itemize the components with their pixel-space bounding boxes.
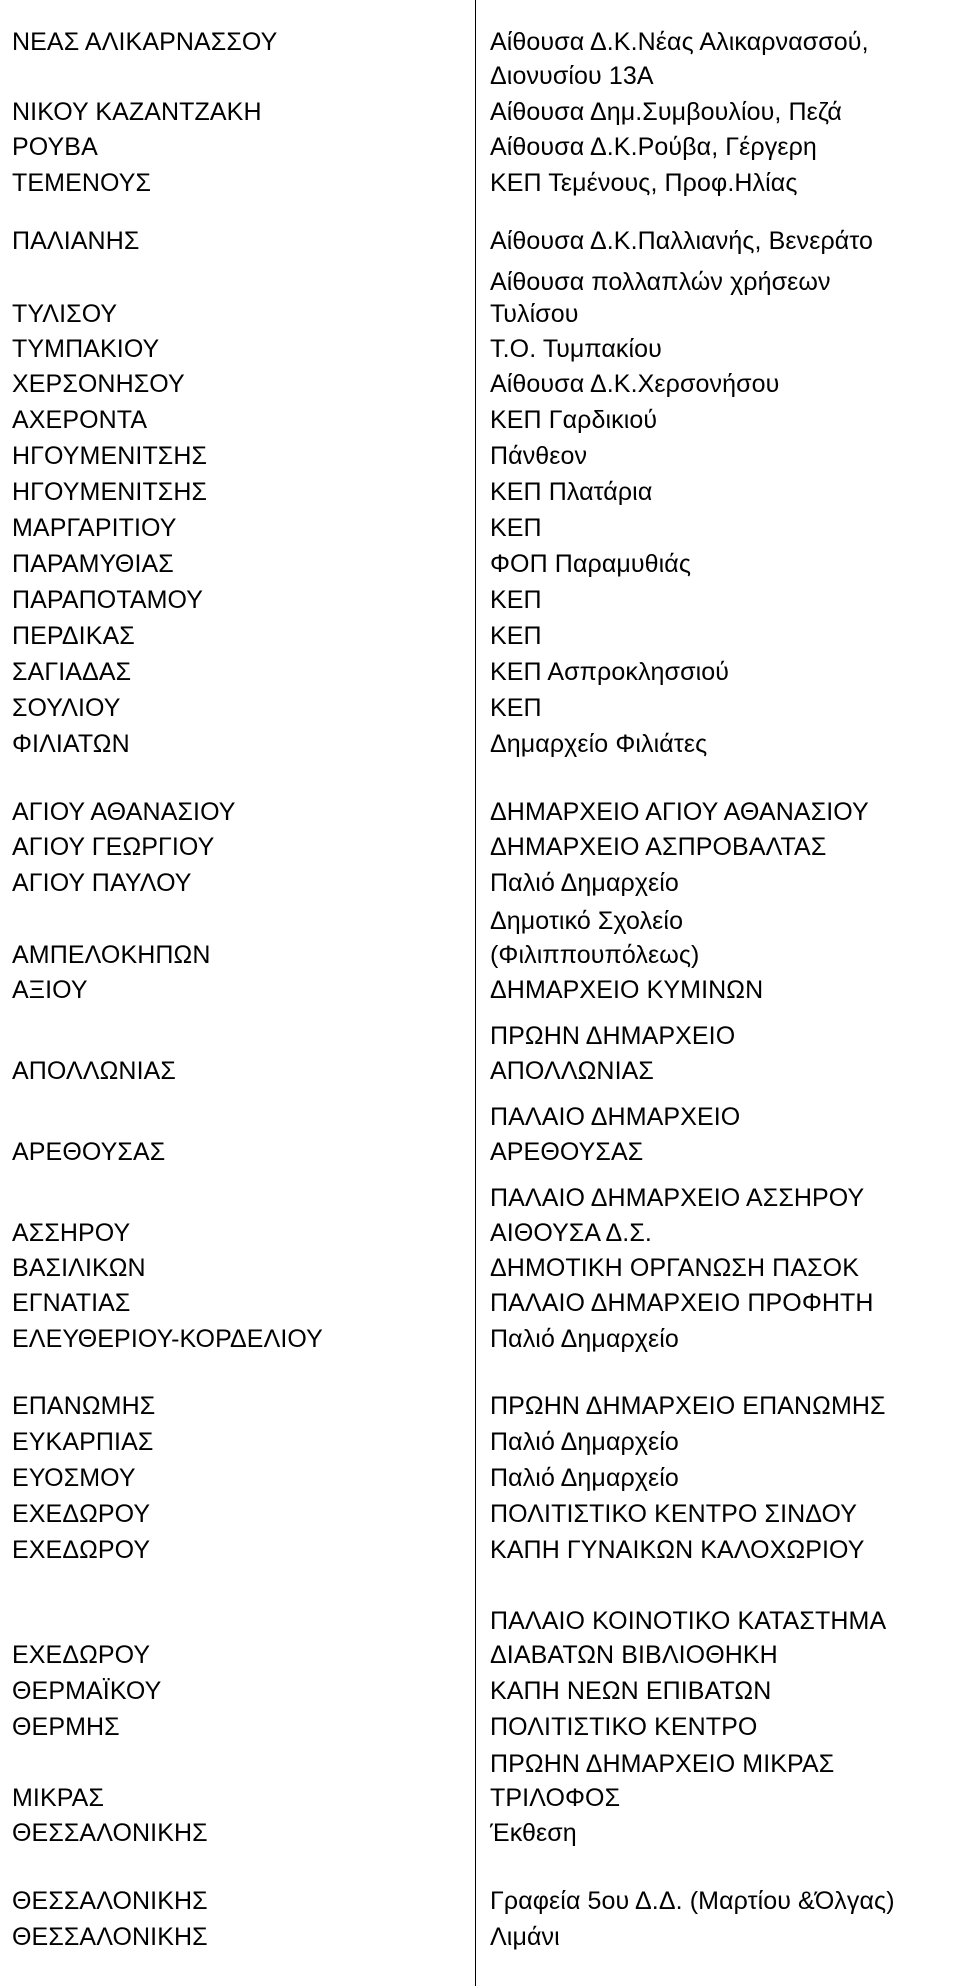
municipality-cell: ΕΥΟΣΜΟΥ: [12, 1464, 136, 1492]
municipality-cell: ΑΡΕΘΟΥΣΑΣ: [12, 1138, 166, 1166]
municipality-cell: ΑΓΙΟΥ ΠΑΥΛΟΥ: [12, 869, 192, 897]
venue-cell: ΔΗΜΑΡΧΕΙΟ ΑΣΠΡΟΒΑΛΤΑΣ: [490, 833, 827, 861]
venue-cell: Αίθουσα Δ.Κ.Νέας Αλικαρνασσού,: [490, 28, 869, 56]
venue-cell: Παλιό Δημαρχείο: [490, 869, 679, 897]
venue-cell: ΠΑΛΑΙΟ ΚΟΙΝΟΤΙΚΟ ΚΑΤΑΣΤΗΜΑ: [490, 1607, 887, 1635]
municipality-cell: ΕΓΝΑΤΙΑΣ: [12, 1289, 131, 1317]
venue-cell: ΚΑΠΗ ΓΥΝΑΙΚΩΝ ΚΑΛΟΧΩΡΙΟΥ: [490, 1536, 865, 1564]
venue-cell: ΑΡΕΘΟΥΣΑΣ: [490, 1138, 644, 1166]
venue-cell: ΤΡΙΛΟΦΟΣ: [490, 1784, 621, 1812]
venue-cell: Τ.Ο. Τυμπακίου: [490, 335, 662, 363]
venue-cell: Γραφεία 5ου Δ.Δ. (Μαρτίου &Όλγας): [490, 1887, 895, 1915]
venue-cell: ΚΕΠ: [490, 622, 542, 650]
venue-cell: ΠΑΛΑΙΟ ΔΗΜΑΡΧΕΙΟ ΠΡΟΦΗΤΗ: [490, 1289, 874, 1317]
venue-cell: ΔΙΑΒΑΤΩΝ ΒΙΒΛΙΟΘΗΚΗ: [490, 1641, 778, 1669]
venue-cell: Πάνθεον: [490, 442, 588, 470]
municipality-cell: ΘΕΣΣΑΛΟΝΙΚΗΣ: [12, 1819, 208, 1847]
venue-cell: ΠΡΩΗΝ ΔΗΜΑΡΧΕΙΟ ΜΙΚΡΑΣ: [490, 1750, 835, 1778]
venue-cell: Έκθεση: [490, 1819, 577, 1847]
municipality-cell: ΝΕΑΣ ΑΛΙΚΑΡΝΑΣΣΟΥ: [12, 28, 278, 56]
municipality-cell: ΕΧΕΔΩΡΟΥ: [12, 1500, 151, 1528]
venue-cell: Δημαρχείο Φιλιάτες: [490, 730, 708, 758]
venue-cell: ΑΠΟΛΛΩΝΙΑΣ: [490, 1057, 654, 1085]
venue-cell: ΔΗΜΟΤΙΚΗ ΟΡΓΑΝΩΣΗ ΠΑΣΟΚ: [490, 1254, 859, 1282]
venue-cell: ΠΟΛΙΤΙΣΤΙΚΟ ΚΕΝΤΡΟ: [490, 1713, 758, 1741]
municipality-cell: ΘΕΡΜΗΣ: [12, 1713, 120, 1741]
municipality-cell: ΑΞΙΟΥ: [12, 976, 88, 1004]
municipality-cell: ΠΑΡΑΠΟΤΑΜΟΥ: [12, 586, 204, 614]
municipality-cell: ΜΑΡΓΑΡΙΤΙΟΥ: [12, 514, 177, 542]
municipality-cell: ΧΕΡΣΟΝΗΣΟΥ: [12, 370, 185, 398]
municipality-cell: ΒΑΣΙΛΙΚΩΝ: [12, 1254, 146, 1282]
venue-cell: ΚΕΠ Γαρδικιού: [490, 406, 658, 434]
venue-cell: Λιμάνι: [490, 1923, 560, 1951]
municipality-cell: ΜΙΚΡΑΣ: [12, 1784, 104, 1812]
venue-cell: ΑΙΘΟΥΣΑ Δ.Σ.: [490, 1219, 652, 1247]
municipality-cell: ΠΕΡΔΙΚΑΣ: [12, 622, 135, 650]
venue-cell: ΚΑΠΗ ΝΕΩΝ ΕΠΙΒΑΤΩΝ: [490, 1677, 772, 1705]
municipality-cell: ΑΓΙΟΥ ΑΘΑΝΑΣΙΟΥ: [12, 798, 236, 826]
municipality-cell: ΕΠΑΝΩΜΗΣ: [12, 1392, 156, 1420]
municipality-cell: ΡΟΥΒΑ: [12, 133, 98, 161]
venue-cell: ΠΡΩΗΝ ΔΗΜΑΡΧΕΙΟ: [490, 1022, 736, 1050]
municipality-cell: ΘΕΣΣΑΛΟΝΙΚΗΣ: [12, 1923, 208, 1951]
municipality-cell: ΗΓΟΥΜΕΝΙΤΣΗΣ: [12, 478, 208, 506]
municipality-cell: ΗΓΟΥΜΕΝΙΤΣΗΣ: [12, 442, 208, 470]
municipality-cell: ΘΕΡΜΑΪΚΟΥ: [12, 1677, 162, 1705]
municipality-cell: ΠΑΛΙΑΝΗΣ: [12, 227, 140, 255]
venue-cell: ΠΑΛΑΙΟ ΔΗΜΑΡΧΕΙΟ ΑΣΣΗΡΟΥ: [490, 1184, 865, 1212]
venue-cell: Παλιό Δημαρχείο: [490, 1464, 679, 1492]
municipality-cell: ΠΑΡΑΜΥΘΙΑΣ: [12, 550, 174, 578]
municipality-cell: ΑΓΙΟΥ ΓΕΩΡΓΙΟΥ: [12, 833, 215, 861]
municipality-cell: ΕΛΕΥΘΕΡΙΟΥ-ΚΟΡΔΕΛΙΟΥ: [12, 1325, 323, 1353]
municipality-cell: ΤΕΜΕΝΟΥΣ: [12, 169, 152, 197]
municipality-cell: ΕΧΕΔΩΡΟΥ: [12, 1536, 151, 1564]
municipality-cell: ΤΥΜΠΑΚΙΟΥ: [12, 335, 160, 363]
venue-cell: (Φιλιππουπόλεως): [490, 941, 700, 969]
municipality-cell: ΑΣΣΗΡΟΥ: [12, 1219, 131, 1247]
venue-cell: ΚΕΠ Πλατάρια: [490, 478, 653, 506]
venue-cell: ΦΟΠ Παραμυθιάς: [490, 550, 692, 578]
venue-cell: ΠΑΛΑΙΟ ΔΗΜΑΡΧΕΙΟ: [490, 1103, 741, 1131]
venue-cell: ΠΟΛΙΤΙΣΤΙΚΟ ΚΕΝΤΡΟ ΣΙΝΔΟΥ: [490, 1500, 858, 1528]
venue-cell: ΔΗΜΑΡΧΕΙΟ ΑΓΙΟΥ ΑΘΑΝΑΣΙΟΥ: [490, 798, 869, 826]
venue-cell: ΚΕΠ Ασπροκλησσιού: [490, 658, 730, 686]
venue-cell: ΠΡΩΗΝ ΔΗΜΑΡΧΕΙΟ ΕΠΑΝΩΜΗΣ: [490, 1392, 886, 1420]
municipality-cell: ΕΥΚΑΡΠΙΑΣ: [12, 1428, 154, 1456]
venue-cell: Παλιό Δημαρχείο: [490, 1428, 679, 1456]
venue-cell: Δημοτικό Σχολείο: [490, 907, 684, 935]
venue-cell: Παλιό Δημαρχείο: [490, 1325, 679, 1353]
municipality-cell: ΣΟΥΛΙΟΥ: [12, 694, 121, 722]
municipality-cell: ΘΕΣΣΑΛΟΝΙΚΗΣ: [12, 1887, 208, 1915]
municipality-cell: ΣΑΓΙΑΔΑΣ: [12, 658, 132, 686]
venue-cell: Τυλίσου: [490, 300, 579, 328]
venue-cell: ΚΕΠ: [490, 694, 542, 722]
venue-cell: Αίθουσα Δ.Κ.Παλλιανής, Βενεράτο: [490, 227, 873, 255]
venue-cell: ΚΕΠ: [490, 586, 542, 614]
venue-cell: Αίθουσα Δημ.Συμβουλίου, Πεζά: [490, 98, 842, 126]
municipality-cell: ΑΠΟΛΛΩΝΙΑΣ: [12, 1057, 176, 1085]
municipality-cell: ΝΙΚΟΥ ΚΑΖΑΝΤΖΑΚΗ: [12, 98, 262, 126]
municipality-cell: ΤΥΛΙΣΟΥ: [12, 300, 118, 328]
municipality-cell: ΕΧΕΔΩΡΟΥ: [12, 1641, 151, 1669]
venue-cell: Αίθουσα Δ.Κ.Χερσονήσου: [490, 370, 780, 398]
venue-cell: ΚΕΠ: [490, 514, 542, 542]
municipality-cell: ΑΜΠΕΛΟΚΗΠΩΝ: [12, 941, 211, 969]
venue-cell: Διονυσίου 13Α: [490, 62, 654, 90]
venue-cell: ΚΕΠ Τεμένους, Προφ.Ηλίας: [490, 169, 798, 197]
municipality-cell: ΦΙΛΙΑΤΩΝ: [12, 730, 130, 758]
venue-cell: Αίθουσα πολλαπλών χρήσεων: [490, 268, 831, 296]
venue-cell: Αίθουσα Δ.Κ.Ρούβα, Γέργερη: [490, 133, 817, 161]
municipality-cell: ΑΧΕΡΟΝΤΑ: [12, 406, 148, 434]
venue-cell: ΔΗΜΑΡΧΕΙΟ ΚΥΜΙΝΩΝ: [490, 976, 764, 1004]
